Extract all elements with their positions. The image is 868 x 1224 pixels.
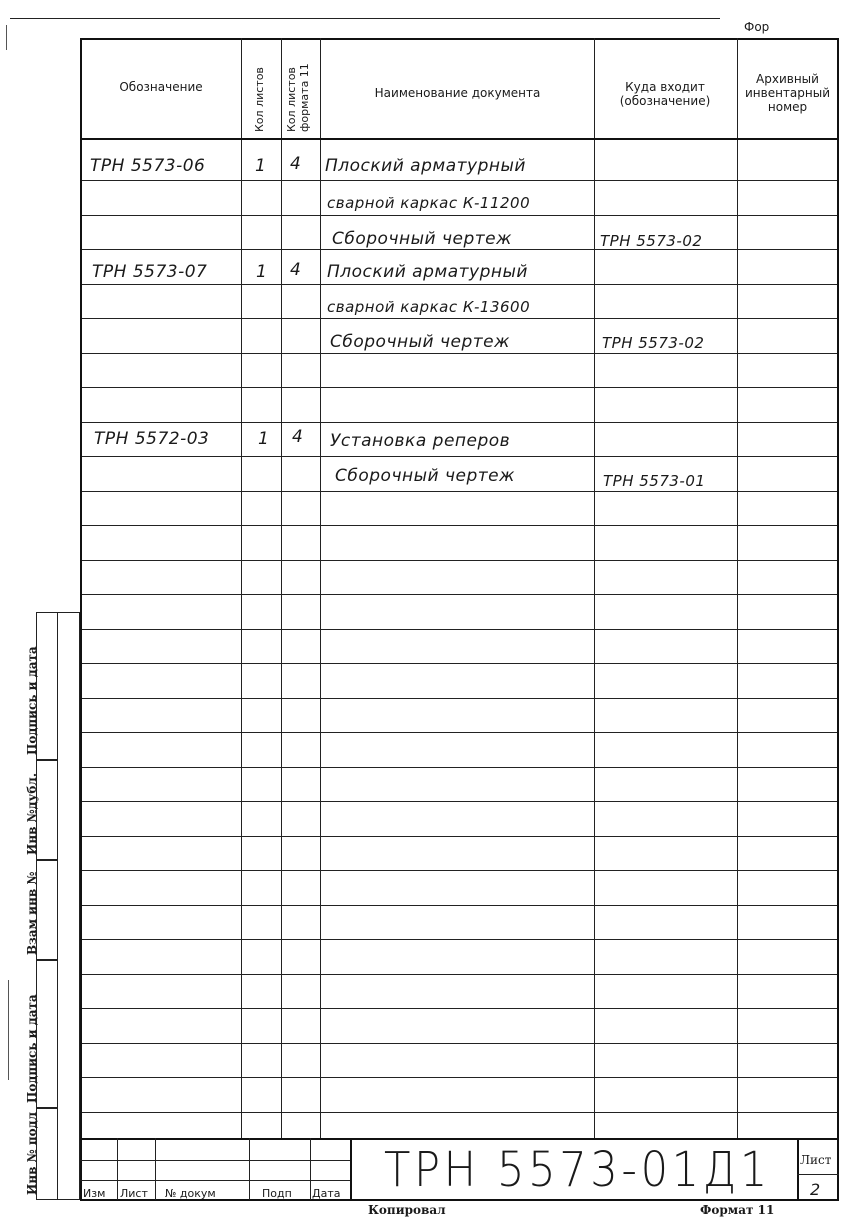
row-sheets: 1 xyxy=(256,262,268,282)
header-sheet-count: Кол листов xyxy=(253,67,266,132)
side-stamp-replace-inv: Взам инв № xyxy=(36,860,58,960)
row-line xyxy=(82,732,837,733)
header-doc-name: Наименование документа xyxy=(374,86,541,100)
row-line xyxy=(82,1008,837,1009)
header-designation: Обозначение xyxy=(119,80,203,94)
row-sheets-format: 4 xyxy=(290,260,302,280)
row-line xyxy=(82,1043,837,1044)
row-doc-name: Сборочный чертеж xyxy=(330,332,510,352)
document-frame xyxy=(80,38,839,1201)
row-line xyxy=(82,1112,837,1113)
row-line xyxy=(82,215,837,216)
row-doc-name: Установка реперов xyxy=(330,431,511,451)
col-divider xyxy=(241,38,242,1138)
row-line xyxy=(82,939,837,940)
margin-mark xyxy=(8,980,9,1080)
row-line xyxy=(82,836,837,837)
row-sheets-format: 4 xyxy=(290,154,302,174)
side-stamp-signature-date-2: Подпись и дата xyxy=(36,960,58,1108)
margin-mark xyxy=(6,25,7,50)
title-block-col xyxy=(155,1138,156,1200)
row-designation: ТРН 5572-03 xyxy=(94,429,210,449)
row-doc-name: Сборочный чертеж xyxy=(335,466,515,486)
row-line xyxy=(82,663,837,664)
row-line xyxy=(82,560,837,561)
footer-copied: Копировал xyxy=(368,1203,446,1217)
header-sheet-count-format: Кол листов формата 11 xyxy=(285,63,311,132)
row-where-used: ТРН 5573-02 xyxy=(600,232,703,250)
row-line xyxy=(82,180,837,181)
tb-izm: Изм xyxy=(83,1187,106,1200)
row-line xyxy=(82,767,837,768)
row-designation: ТРН 5573-07 xyxy=(92,262,208,282)
row-line xyxy=(82,801,837,802)
col-divider xyxy=(320,38,321,1138)
row-line xyxy=(82,491,837,492)
row-line xyxy=(82,525,837,526)
title-block-row xyxy=(797,1174,839,1175)
row-line xyxy=(82,353,837,354)
row-designation: ТРН 5573-06 xyxy=(90,156,206,176)
title-block-col xyxy=(117,1138,118,1200)
row-line xyxy=(82,1077,837,1078)
row-line xyxy=(82,594,837,595)
footer-format: Формат 11 xyxy=(700,1203,775,1217)
side-stamp-inv-dup: Инв №дубл. xyxy=(36,760,58,860)
row-line xyxy=(82,974,837,975)
side-stamp-inv-original: Инв № подл xyxy=(36,1108,58,1200)
row-line xyxy=(82,456,837,457)
title-block-col xyxy=(797,1138,799,1200)
col-divider xyxy=(737,38,738,1138)
col-divider xyxy=(594,38,595,1138)
title-block-col xyxy=(350,1138,352,1200)
tb-date: Дата xyxy=(312,1187,341,1200)
row-line xyxy=(82,698,837,699)
row-line xyxy=(82,905,837,906)
form-label: Фор xyxy=(744,20,770,34)
tb-signature: Подп xyxy=(262,1187,292,1200)
row-line xyxy=(82,422,837,423)
header-where-used: Куда входит (обозначение) xyxy=(619,80,711,108)
row-doc-name: Плоский арматурный xyxy=(327,262,528,282)
title-block-col xyxy=(249,1138,250,1200)
header-archive-no: Архивный инвентарный номер xyxy=(744,72,831,114)
row-doc-name: Плоский арматурный xyxy=(325,156,526,176)
title-block-top xyxy=(80,1138,839,1140)
tb-sheet-label: Лист xyxy=(800,1153,832,1167)
row-doc-name: сварной каркас К-11200 xyxy=(327,194,531,212)
tb-doc-no: № докум xyxy=(165,1187,216,1200)
top-rule xyxy=(10,18,720,19)
row-line xyxy=(82,387,837,388)
title-block-col xyxy=(310,1138,311,1200)
row-sheets-format: 4 xyxy=(292,427,304,447)
row-sheets: 1 xyxy=(258,429,270,449)
row-where-used: ТРН 5573-02 xyxy=(602,334,705,352)
row-line xyxy=(82,629,837,630)
tb-sheet-no: 2 xyxy=(810,1180,821,1199)
row-line xyxy=(82,284,837,285)
row-sheets: 1 xyxy=(255,156,267,176)
document-code: ТРН 5573-01Д1 xyxy=(384,1142,771,1198)
tb-list: Лист xyxy=(120,1187,148,1200)
row-doc-name: сварной каркас К-13600 xyxy=(327,298,531,316)
header-bottom-rule xyxy=(80,138,839,140)
row-doc-name: Сборочный чертеж xyxy=(332,229,512,249)
row-where-used: ТРН 5573-01 xyxy=(603,472,706,490)
side-stamp-column xyxy=(58,612,80,1200)
row-line xyxy=(82,318,837,319)
row-line xyxy=(82,870,837,871)
side-stamp-signature-date: Подпись и дата xyxy=(36,612,58,760)
col-divider xyxy=(281,38,282,1138)
row-line xyxy=(82,249,837,250)
